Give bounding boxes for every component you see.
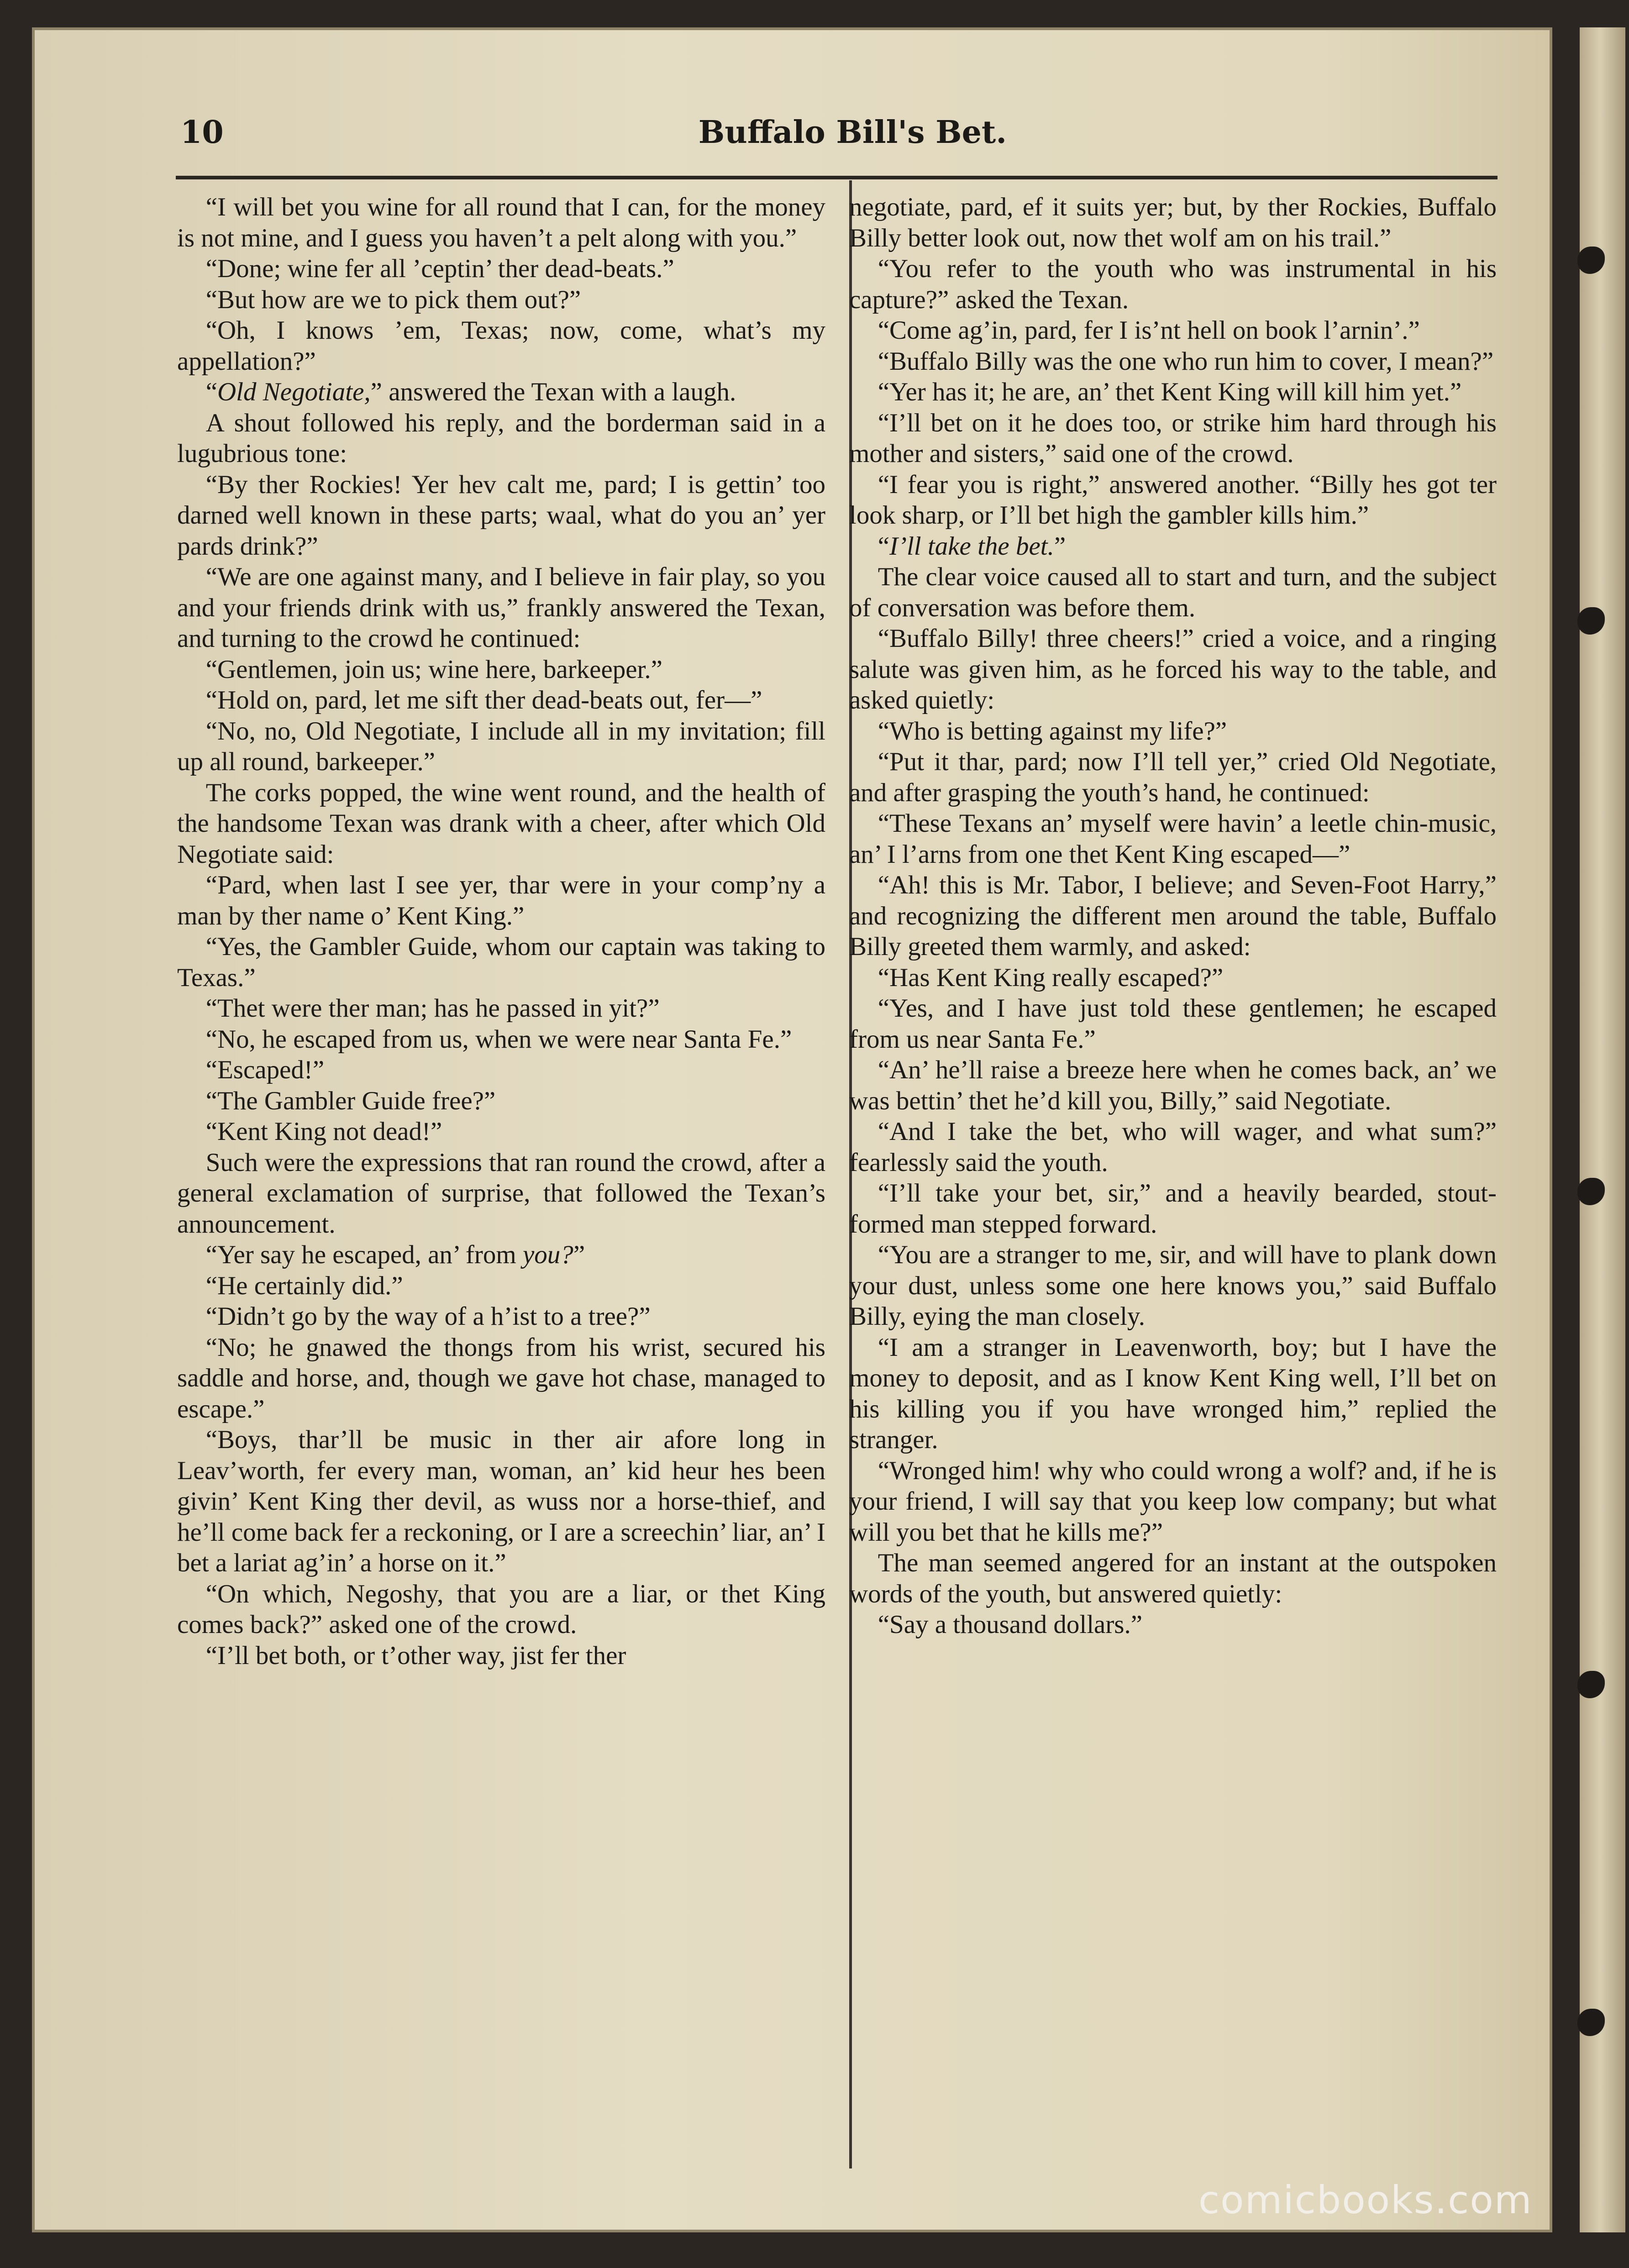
text-column-left (177, 192, 825, 1671)
paragraph: “Done; wine fer all ’ceptin’ ther dead-beats.” (205, 254, 674, 283)
page-header (180, 114, 1007, 164)
quote-mark: ” (1054, 531, 1066, 561)
paragraph: Such were the expressions that ran round the crowd, after a general exclamation of surprise, that followed the Texan’s announcement. (177, 1148, 825, 1239)
paragraph: “The Gambler Guide free?” (205, 1086, 496, 1115)
paragraph (177, 1239, 825, 1270)
paragraph: “And I take the bet, who will wager, and what sum?” fearlessly said the youth. (849, 1117, 1497, 1177)
paragraph: “On which, Negoshy, that you are a liar, or thet King comes back?” asked one of the crowd. (177, 1579, 825, 1639)
paragraph: “Say a thousand dollars.” (878, 1610, 1143, 1639)
paragraph: negotiate, pard, ef it suits yer; but, by ther Rockies, Buffalo Billy better look out, now thet wolf am on his trail.” (849, 193, 1497, 252)
paragraph: “Hold on, pard, let me sift ther dead-beats out, fer—” (205, 686, 762, 714)
paragraph: “Ah! this is Mr. Tabor, I believe; and Seven-Foot Harry,” and recognizing the different men around the table, Buffalo Billy greeted them warmly, and asked: (849, 871, 1497, 961)
paragraph: “No, no, Old Negotiate, I include all in my invitation; fill up all round, barkeeper.” (177, 716, 825, 776)
paragraph: “He certainly did.” (205, 1271, 403, 1300)
text-column-right (849, 192, 1497, 1640)
paragraph: “Yes, and I have just told these gentlemen; he escaped from us near Santa Fe.” (849, 994, 1497, 1054)
paragraph (177, 377, 825, 408)
paragraph: “By ther Rockies! Yer hev calt me, pard; I is gettin’ too darned well known in these parts; waal, what do you an’ yer pards drink?” (177, 470, 825, 561)
paragraph: “Thet were ther man; has he passed in yit?” (205, 994, 660, 1023)
page-number: 10 (180, 114, 224, 151)
paragraph: “Kent King not dead!” (205, 1117, 442, 1146)
quote-mark: “ (205, 378, 217, 406)
paragraph: “I’ll bet on it he does too, or strike him hard through his mother and sisters,” said one of the crowd. (849, 408, 1497, 468)
paragraph-text: ” answered the Texan with a laugh. (370, 378, 736, 406)
paragraph: “An’ he’ll raise a breeze here when he comes back, an’ we was bettin’ thet he’d kill you, Billy,” said Negotiate. (849, 1055, 1497, 1115)
paragraph: “Pard, when last I see yer, thar were in your comp’ny a man by ther name o’ Kent King.” (177, 871, 825, 930)
paragraph: The clear voice caused all to start and turn, and the subject of conversation was before them. (849, 562, 1497, 622)
paragraph: “Buffalo Billy! three cheers!” cried a voice, and a ringing salute was given him, as he forced his way to the table, and asked quietly: (849, 624, 1497, 714)
paragraph (849, 531, 1497, 562)
paragraph: “Buffalo Billy was the one who run him to cover, I mean?” (878, 346, 1494, 376)
paragraph: “We are one against many, and I believe in fair play, so you and your friends drink with us,” frankly answered the Texan, and turning to the crowd he continued: (177, 562, 825, 653)
italic-line: I’ll take the bet. (889, 531, 1054, 561)
running-title: Buffalo Bill's Bet. (698, 114, 1007, 151)
quote-mark: ” (573, 1240, 585, 1269)
paragraph: “Oh, I knows ’em, Texas; now, come, what’s my appellation?” (177, 316, 825, 376)
paragraph: “Come ag’in, pard, fer I is’nt hell on book l’arnin’.” (878, 316, 1420, 345)
paragraph: “Escaped!” (205, 1055, 325, 1084)
paragraph: “I fear you is right,” answered another. “Billy hes got ter look sharp, or I’ll bet high the gambler kills him.” (849, 470, 1497, 530)
paragraph: “No; he gnawed the thongs from his wrist, secured his saddle and horse, and, though we gave hot chase, managed to escape.” (177, 1333, 825, 1423)
paragraph: “Put it thar, pard; now I’ll tell yer,” cried Old Negotiate, and after grasping the youth’s hand, he continued: (849, 747, 1497, 807)
quote-mark: “ (878, 531, 889, 561)
paragraph: “I’ll bet both, or t’other way, jist fer ther (205, 1641, 626, 1670)
paragraph: “I am a stranger in Leavenworth, boy; but I have the money to deposit, and as I know Kent King well, I’ll bet on his killing you if you have wronged him,” replied the stranger. (849, 1333, 1497, 1454)
paragraph: “Wronged him! why who could wrong a wolf? and, if he is your friend, I will say that you keep low company; but what will you bet that he kills me?” (849, 1456, 1497, 1547)
paragraph: “Yer has it; he are, an’ thet Kent King will kill him yet.” (878, 378, 1462, 406)
paragraph: “Didn’t go by the way of a h’ist to a tree?” (205, 1302, 651, 1331)
paragraph: “I will bet you wine for all round that I can, for the money is not mine, and I guess you haven’t a pelt along with you.” (177, 193, 825, 252)
italic-word: you? (523, 1240, 573, 1269)
paragraph: “Boys, thar’ll be music in ther air afore long in Leav’worth, fer every man, woman, an’ kid heur hes been givin’ Kent King ther devil, as wuss nor a horse-thief, and he’ll come back fer a reckoning, or I are a screechin’ liar, an’ I bet a lariat ag’in’ a horse on it.” (177, 1425, 825, 1577)
paragraph: “No, he escaped from us, when we were near Santa Fe.” (205, 1024, 792, 1054)
paragraph: “Has Kent King really escaped?” (878, 963, 1224, 992)
paragraph: “You refer to the youth who was instrumental in his capture?” asked the Texan. (849, 254, 1497, 314)
paragraph: “These Texans an’ myself were havin’ a leetle chin-music, an’ I l’arns from one thet Kent King escaped—” (849, 809, 1497, 869)
paragraph: A shout followed his reply, and the borderman said in a lugubrious tone: (177, 408, 825, 468)
header-rule (176, 176, 1498, 179)
paragraph: The corks popped, the wine went round, and the health of the handsome Texan was drank with a cheer, after which Old Negotiate said: (177, 778, 825, 869)
paragraph: “But how are we to pick them out?” (205, 285, 581, 314)
italic-name: Old Negotiate, (217, 378, 371, 406)
paragraph-text: “Yer say he escaped, an’ from (205, 1240, 523, 1269)
paragraph: “I’ll take your bet, sir,” and a heavily bearded, stout-formed man stepped forward. (849, 1179, 1497, 1239)
page-binding-edge (1580, 27, 1625, 2232)
paragraph: “Gentlemen, join us; wine here, barkeeper.” (205, 655, 662, 684)
paragraph: “Who is betting against my life?” (878, 716, 1227, 746)
paragraph: “You are a stranger to me, sir, and will have to plank down your dust, unless some one here knows you,” said Buffalo Billy, eying the man closely. (849, 1240, 1497, 1331)
paragraph: “Yes, the Gambler Guide, whom our captain was taking to Texas.” (177, 932, 825, 992)
watermark: comicbooks.com (1198, 2178, 1533, 2222)
paragraph: The man seemed angered for an instant at the outspoken words of the youth, but answered quietly: (849, 1549, 1497, 1608)
